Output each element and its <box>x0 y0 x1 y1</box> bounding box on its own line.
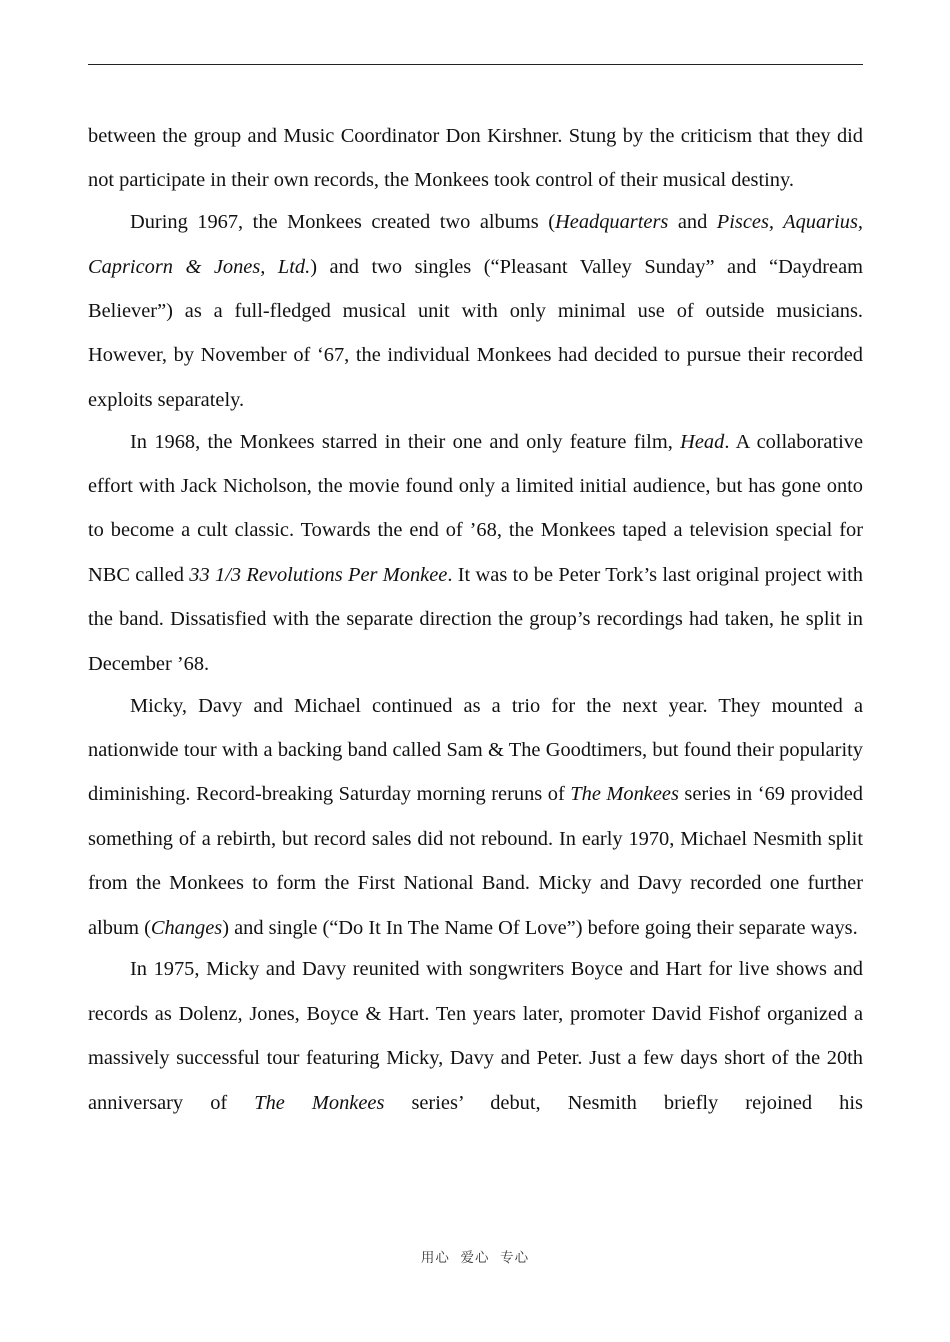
text-segment: between the group and Music Coordinator Don Kirshner. Stung by the criticism that they did not participate in their own records, the Monkees took control of their musical destiny. <box>88 125 863 192</box>
film-title-head: Head <box>680 430 725 453</box>
paragraph-5 <box>88 947 863 1125</box>
album-title-changes: Changes <box>150 916 223 939</box>
paragraph-4 <box>88 684 863 950</box>
text-segment: . It was to be Peter Tork’s last original project with the band. Dissatisfied with the separate direction the group’s recordings had taken, he split in December ’68. <box>88 563 863 675</box>
text-segment: series’ debut, Nesmith briefly rejoined his <box>384 1091 863 1114</box>
text-segment: During 1967, the Monkees created two albums ( <box>130 211 556 234</box>
album-title-headquarters: Headquarters <box>555 211 669 234</box>
document-body <box>88 114 863 1122</box>
paragraph-1 <box>88 114 863 203</box>
paragraph-2 <box>88 200 863 422</box>
paragraph-3 <box>88 420 863 686</box>
text-segment: series in ‘69 provided something of a rebirth, but record sales did not rebound. In early 1970, Michael Nesmith split from the Monkees to form the First National Band. Micky and Davy recorded one further album ( <box>88 783 863 939</box>
text-segment: ) and single (“Do It In The Name Of Love”) before going their separate ways. <box>222 916 858 939</box>
special-title: 33 1/3 Revolutions Per Monkee <box>189 563 448 586</box>
text-segment: In 1968, the Monkees starred in their one and only feature film, <box>130 430 681 453</box>
text-segment: ) and two singles (“Pleasant Valley Sunday” and “Daydream Believer”) as a full-fledged musical unit with only minimal use of outside musicians. However, by November of ‘67, the individual Monkees had decided to pursue their recorded exploits separately. <box>88 255 863 411</box>
text-segment: Micky, Davy and Michael continued as a trio for the next year. They mounted a nationwide tour with a backing band called Sam & The Goodtimers, but found their popularity diminishing. Record-breaking Saturday morning reruns of <box>88 694 863 806</box>
header-rule <box>88 64 863 65</box>
text-segment: and <box>668 211 717 234</box>
album-title-pisces: Pisces, Aquarius, Capricorn & Jones, Ltd. <box>88 211 864 278</box>
series-title: The Monkees <box>254 1091 385 1114</box>
text-segment: . A collaborative effort with Jack Nicholson, the movie found only a limited initial audience, but has gone onto to become a cult classic. Towards the end of ’68, the Monkees taped a television special for NBC called <box>88 430 863 586</box>
page-footer: 用心 爱心 专心 <box>420 1250 530 1266</box>
text-segment: In 1975, Micky and Davy reunited with songwriters Boyce and Hart for live shows and records as Dolenz, Jones, Boyce & Hart. Ten years later, promoter David Fishof organized a massively successful tour featuring Micky, Davy and Peter. Just a few days short of the 20th anniversary of <box>88 958 863 1114</box>
series-title: The Monkees <box>570 783 679 806</box>
